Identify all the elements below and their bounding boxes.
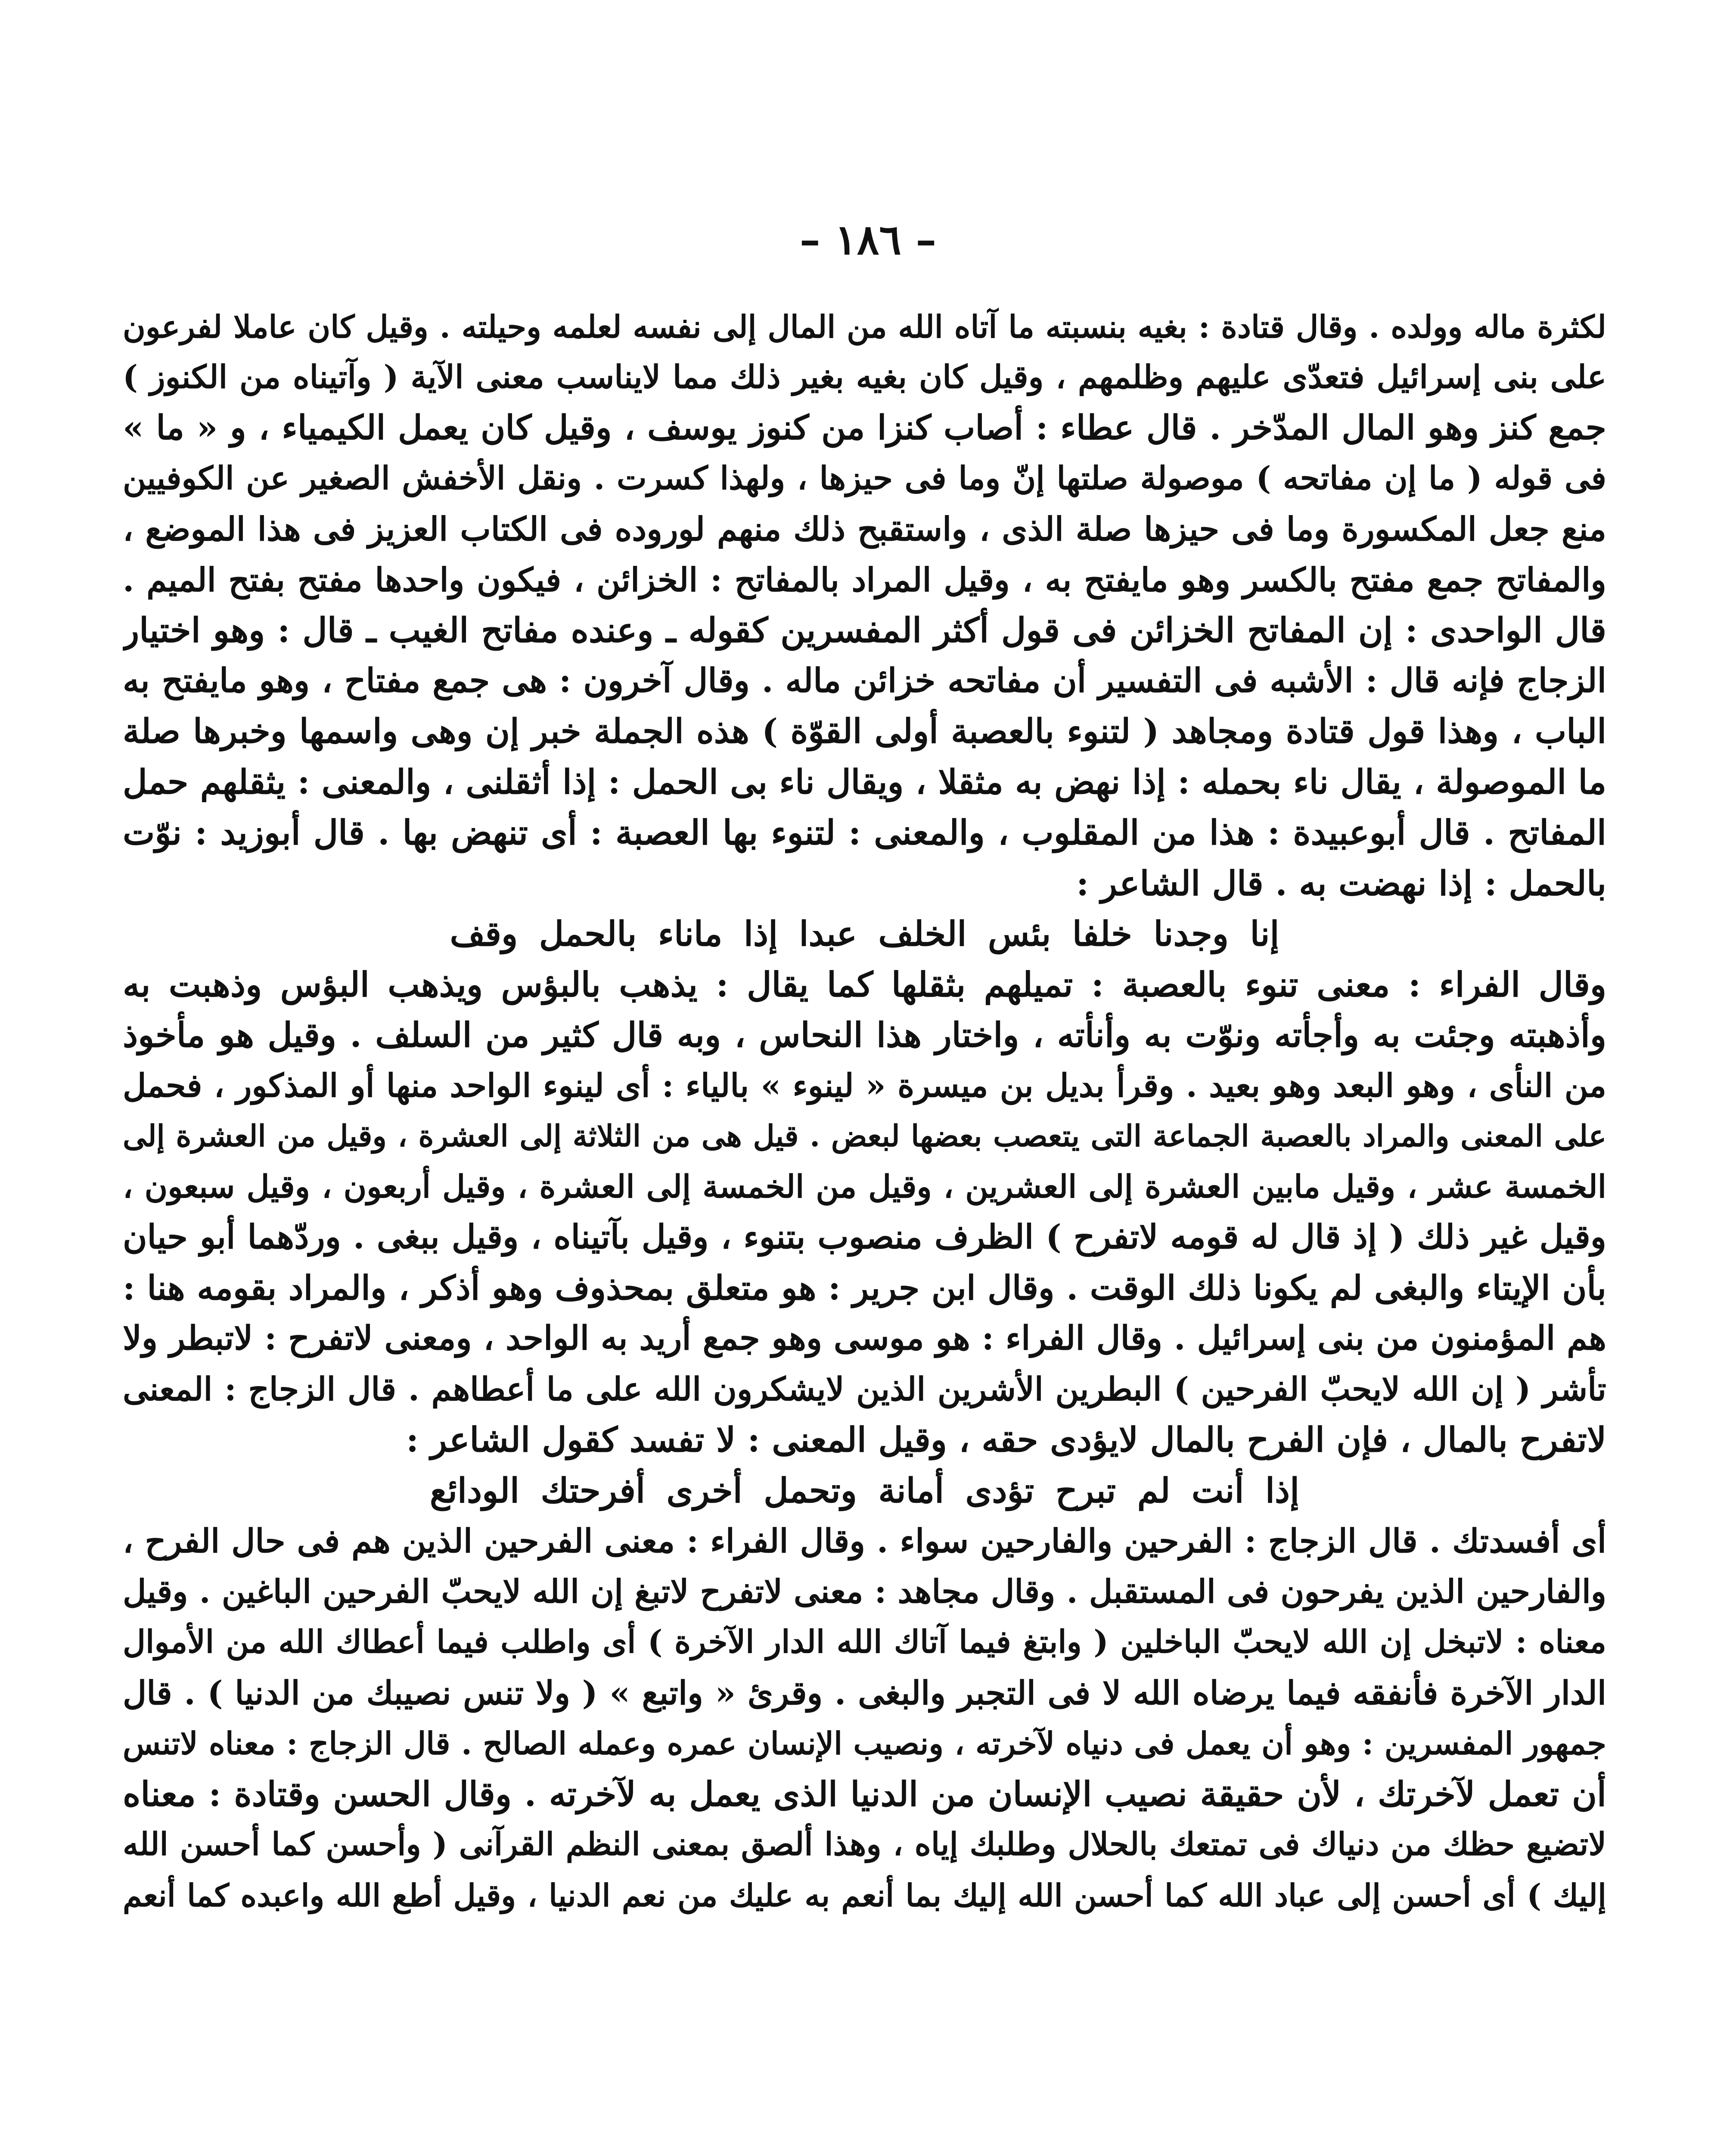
text-line: على المعنى والمراد بالعصبة الجماعة التى يتعصب بعضها لبعض . قيل هى من الثلاثة إلى العشرة ، وقيل من العشرة إلى: [123, 1119, 1606, 1154]
text-line: جمهور المفسرين : وهو أن يعمل فى دنياه لآخرته ، ونصيب الإنسان عمره وعمله الصالح . قال الزجاج : معناه لاتنس: [123, 1725, 1606, 1762]
text-line: إليك ) أى أحسن إلى عباد الله كما أحسن الله إليك بما أنعم به عليك من نعم الدنيا ، وقيل أطع الله واعبده كما أنعم: [123, 1877, 1606, 1914]
text-line: منع جعل المكسورة وما فى حيزها صلة الذى ، واستقبح ذلك منهم لوروده فى الكتاب العزيز فى هذا الموضع ،: [123, 510, 1606, 548]
text-line: الدار الآخرة فأنفقه فيما يرضاه الله لا فى التجبر والبغى . وقرئ « واتبع » ( ولا تنس نصيبك من الدنيا ) . قال: [123, 1673, 1606, 1712]
text-line: معناه : لاتبخل إن الله لايحبّ الباخلين ( وابتغ فيما آتاك الله الدار الآخرة ) أى واطلب فيما أعطاك الله من الأموال: [123, 1623, 1606, 1660]
text-line: فى قوله ( ما إن مفاتحه ) موصولة صلتها إنّ وما فى حيزها ، ولهذا كسرت . ونقل الأخفش الصغير عن الكوفيين: [123, 459, 1606, 497]
text-line: أن تعمل لآخرتك ، لأن حقيقة نصيب الإنسان من الدنيا الذى يعمل به لآخرته . وقال الحسن وقتادة : معناه: [123, 1774, 1606, 1814]
text-line: هم المؤمنون من بنى إسرائيل . وقال الفراء : هو موسى وهو جمع أريد به الواحد ، ومعنى لاتفرح : لاتبطر ولا: [123, 1319, 1606, 1358]
verse-line: إذا أنت لم تبرح تؤدى أمانة وتحمل أخرى أفرحتك الودائع: [429, 1470, 1300, 1511]
text-line: المفاتح . قال أبوعبيدة : هذا من المقلوب ، والمعنى : لتنوء بها العصبة : أى تنهض بها . قال أبوزيد : نوّت: [123, 813, 1606, 853]
page-number: – ١٨٦ –: [799, 215, 937, 264]
text-line: من النأى ، وهو البعد وهو بعيد . وقرأ بديل بن ميسرة « لينوء » بالياء : أى لينوء الواحد منها أو المذكور ، فحمل: [123, 1066, 1606, 1104]
text-line: لاتفرح بالمال ، فإن الفرح بالمال لايؤدى حقه ، وقيل المعنى : لا تفسد كقول الشاعر :: [406, 1420, 1606, 1460]
text-line: قال الواحدى : إن المفاتح الخزائن فى قول أكثر المفسرين كقوله ـ وعنده مفاتح الغيب ـ قال : وهو اختيار: [123, 610, 1606, 650]
text-line: جمع كنز وهو المال المدّخر . قال عطاء : أصاب كنزا من كنوز يوسف ، وقيل كان يعمل الكيمياء ، و « ما »: [123, 408, 1606, 447]
text-line: الزجاج فإنه قال : الأشبه فى التفسير أن مفاتحه خزائن ماله . وقال آخرون : هى جمع مفتاح ، وهو مايفتح به: [123, 661, 1606, 700]
text-line: بالحمل : إذا نهضت به . قال الشاعر :: [1076, 863, 1606, 903]
text-line: أى أفسدتك . قال الزجاج : الفرحين والفارحين سواء . وقال الفراء : معنى الفرحين الذين هم فى حال الفرح ،: [123, 1522, 1606, 1560]
verse-line: إنا وجدنا خلفا بئس الخلف عبدا إذا ماناء بالحمل وقف: [450, 914, 1279, 954]
text-line: والفارحين الذين يفرحون فى المستقبل . وقال مجاهد : معنى لاتفرح لاتبغ إن الله لايحبّ الفرحين الباغين . وقيل: [123, 1572, 1606, 1610]
text-line: وقيل غير ذلك ( إذ قال له قومه لاتفرح ) الظرف منصوب بتنوء ، وقيل بآتيناه ، وقيل ببغى . وردّهما أبو حيان: [123, 1218, 1606, 1256]
text-line: وقال الفراء : معنى تنوء بالعصبة : تميلهم بثقلها كما يقال : يذهب بالبؤس ويذهب البؤس وذهبت به: [123, 964, 1606, 1005]
text-line: على بنى إسرائيل فتعدّى عليهم وظلمهم ، وقيل كان بغيه بغير ذلك مما لايناسب معنى الآية ( وآتيناه من الكنوز ): [123, 358, 1606, 396]
text-line: تأشر ( إن الله لايحبّ الفرحين ) البطرين الأشرين الذين لايشكرون الله على ما أعطاهم . قال الزجاج : المعنى: [123, 1370, 1606, 1408]
text-line: بأن الإيتاء والبغى لم يكونا ذلك الوقت . وقال ابن جرير : هو متعلق بمحذوف وهو أذكر ، والمراد بقومه هنا :: [123, 1268, 1606, 1308]
text-line: الباب ، وهذا قول قتادة ومجاهد ( لتنوء بالعصبة أولى القوّة ) هذه الجملة خبر إن وهى واسمها وخبرها صلة: [123, 712, 1606, 751]
text-line: لاتضيع حظك من دنياك فى تمتعك بالحلال وطلبك إياه ، وهذا ألصق بمعنى النظم القرآنى ( وأحسن كما أحسن الله: [123, 1826, 1606, 1863]
body-text: [123, 301, 1606, 1920]
text-line: ما الموصولة ، يقال ناء بحمله : إذا نهض به مثقلا ، ويقال ناء بى الحمل : إذا أثقلنى ، والمعنى : يثقلهم حمل: [123, 762, 1606, 802]
text-line: وأذهبته وجئت به وأجأته ونوّت به وأنأته ، واختار هذا النحاس ، وبه قال كثير من السلف . وقيل هو مأخوذ: [123, 1015, 1606, 1055]
text-line: الخمسة عشر ، وقيل مابين العشرة إلى العشرين ، وقيل من الخمسة إلى العشرة ، وقيل أربعون ، وقيل سبعون ،: [123, 1168, 1606, 1205]
text-line: والمفاتح جمع مفتح بالكسر وهو مايفتح به ، وقيل المراد بالمفاتح : الخزائن ، فيكون واحدها مفتح بفتح الميم .: [123, 560, 1606, 599]
text-line: لكثرة ماله وولده . وقال قتادة : بغيه بنسبته ما آتاه الله من المال إلى نفسه لعلمه وحيلته . وقيل كان عاملا لفرعون: [123, 308, 1606, 345]
